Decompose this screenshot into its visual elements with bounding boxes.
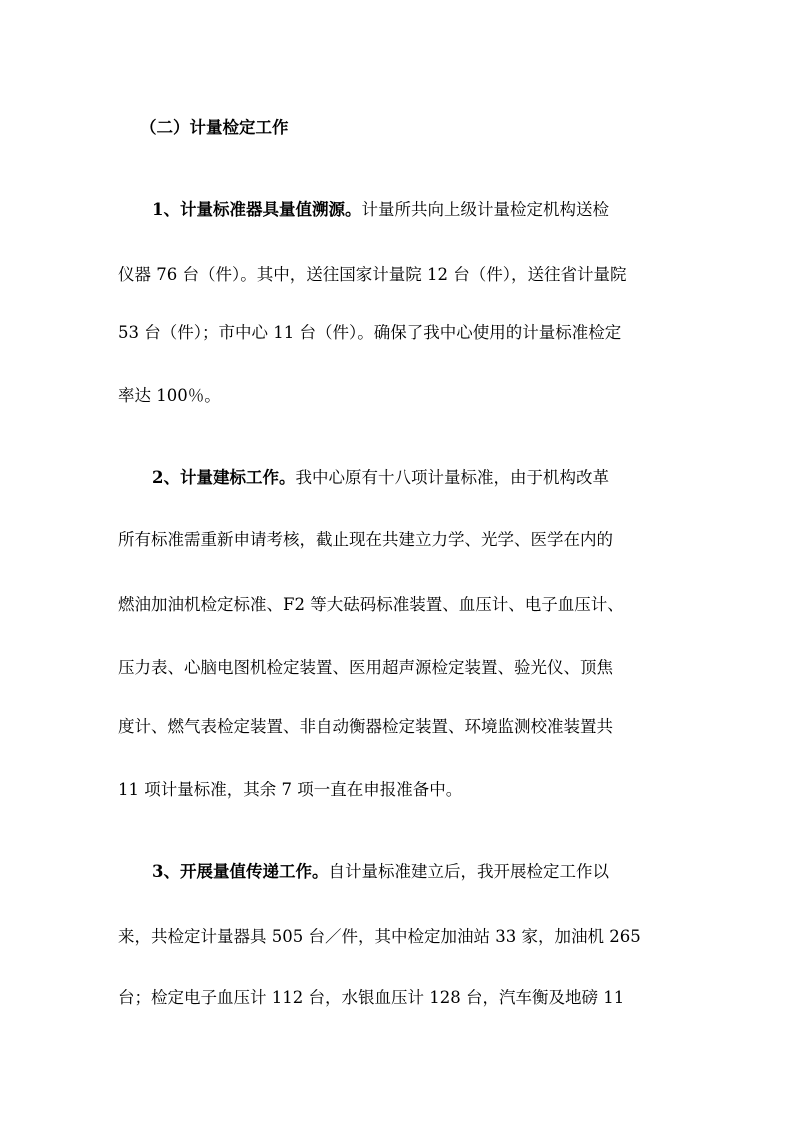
paragraph-2-line-6: 11 项计量标准，其余 7 项一直在申报准备中。: [118, 780, 463, 799]
paragraph-1-line-2: 仪器 76 台（件）。其中，送往国家计量院 12 台（件），送往省计量院: [118, 265, 627, 284]
paragraph-2-line-1: [152, 468, 712, 488]
paragraph-2-line-2: 所有标准需重新申请考核，截止现在共建立力学、光学、医学在内的: [118, 530, 613, 549]
paragraph-3-text: 自计量标准建立后，我开展检定工作以: [328, 862, 609, 881]
paragraph-2-lead: 2、计量建标工作。: [152, 468, 296, 487]
paragraph-2-line-3: 燃油加油机检定标准、F2 等大砝码标准装置、血压计、电子血压计、: [118, 595, 624, 614]
paragraph-1-line-3: 53 台（件）；市中心 11 台（件）。确保了我中心使用的计量标准检定: [118, 323, 622, 342]
section-heading: （二）计量检定工作: [140, 118, 289, 137]
paragraph-1-lead: 1、计量标准器具量值溯源。: [152, 200, 362, 219]
paragraph-1-line-4: 率达 100％。: [118, 386, 221, 405]
paragraph-3-lead: 3、开展量值传递工作。: [152, 862, 329, 881]
paragraph-3-line-2: 来，共检定计量器具 505 台／件，其中检定加油站 33 家，加油机 265: [118, 927, 641, 946]
paragraph-2-text: 我中心原有十八项计量标准，由于机构改革: [295, 468, 609, 487]
paragraph-2-line-4: 压力表、心脑电图机检定装置、医用超声源检定装置、验光仪、顶焦: [118, 658, 613, 677]
paragraph-1-line-1: [152, 200, 712, 220]
paragraph-3-line-1: [152, 862, 712, 882]
paragraph-1-text: 计量所共向上级计量检定机构送检: [361, 200, 609, 219]
paragraph-3-line-3: 台；检定电子血压计 112 台，水银血压计 128 台，汽车衡及地磅 11: [118, 988, 625, 1007]
paragraph-2-line-5: 度计、燃气表检定装置、非自动衡器检定装置、环境监测校准装置共: [118, 717, 613, 736]
